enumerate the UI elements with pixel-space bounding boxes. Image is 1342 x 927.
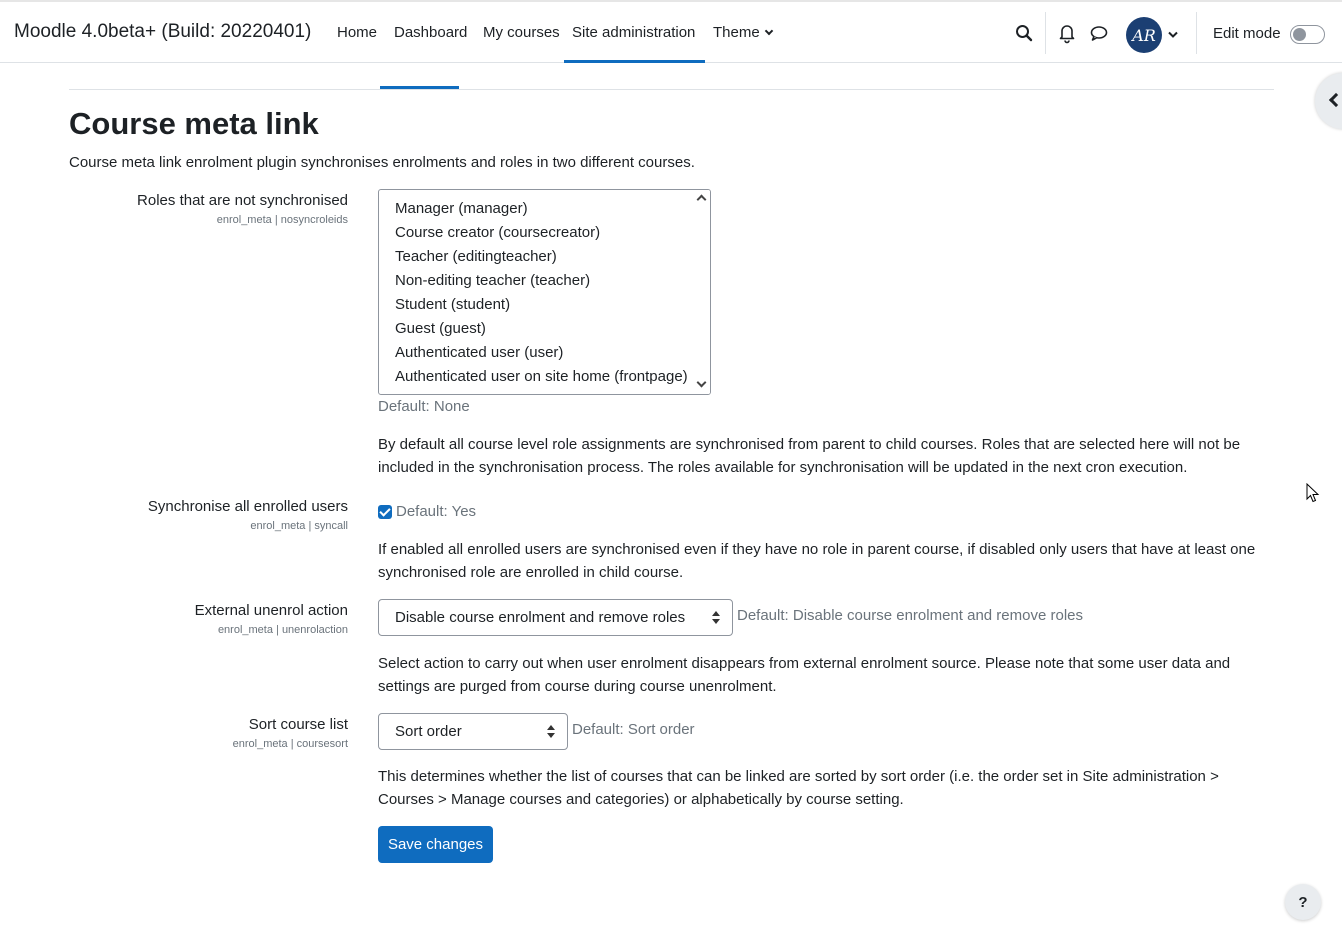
secondary-tab-active-indicator — [380, 86, 459, 89]
page-title: Course meta link — [69, 106, 319, 141]
role-option[interactable]: Authenticated user (user) — [395, 344, 564, 361]
unenrol-action-value: Disable course enrolment and remove roles — [395, 609, 686, 626]
nav-my-courses[interactable]: My courses — [483, 24, 560, 41]
nav-dashboard[interactable]: Dashboard — [394, 24, 468, 41]
toggle-knob — [1293, 28, 1306, 41]
role-option[interactable]: Course creator (coursecreator) — [395, 224, 601, 241]
nav-site-administration[interactable]: Site administration — [572, 24, 696, 41]
navbar-divider — [1045, 12, 1046, 54]
roles-setting-key: enrol_meta | nosyncroleids — [216, 214, 348, 226]
nav-active-indicator — [564, 60, 705, 63]
select-arrows-icon — [712, 611, 720, 625]
scroll-down-icon[interactable] — [697, 378, 707, 388]
site-brand[interactable]: Moodle 4.0beta+ (Build: 20220401) — [14, 21, 312, 42]
unenrol-action-select[interactable] — [378, 599, 733, 636]
edit-mode-label: Edit mode — [1213, 25, 1281, 42]
role-option[interactable]: Non-editing teacher (teacher) — [395, 272, 591, 289]
search-icon[interactable] — [1013, 22, 1035, 44]
unenrol-setting-key: enrol_meta | unenrolaction — [217, 624, 348, 636]
scroll-up-icon[interactable] — [697, 195, 707, 205]
top-navbar — [0, 0, 1342, 63]
secondary-tabs-border — [69, 89, 1274, 90]
drawer-toggle[interactable] — [1315, 73, 1342, 129]
nav-home[interactable]: Home — [337, 24, 378, 41]
roles-setting-label: Roles that are not synchronised — [137, 192, 348, 209]
unenrol-default: Default: Disable course enrolment and remove roles — [737, 607, 1084, 624]
role-option[interactable]: Guest (guest) — [395, 320, 486, 337]
coursesort-setting-label: Sort course list — [248, 716, 348, 733]
syncall-default: Default: Yes — [396, 503, 477, 520]
syncall-description: If enabled all enrolled users are synchronised even if they have no role in parent course, if disabled only users that have at least one synchronised role are enrolled in child course. — [378, 541, 1256, 581]
help-button[interactable]: ? — [1285, 884, 1321, 920]
syncall-checkbox[interactable] — [378, 505, 392, 519]
edit-mode-toggle[interactable] — [1290, 25, 1325, 44]
role-option[interactable]: Student (student) — [395, 296, 511, 313]
coursesort-value: Sort order — [395, 723, 462, 740]
chevron-left-icon — [1329, 93, 1342, 107]
unenrol-description: Select action to carry out when user enrolment disappears from external enrolment source. Please note that some user data and settings are purged from course during course unenrolment. — [378, 655, 1231, 695]
bell-icon[interactable] — [1056, 22, 1078, 44]
avatar-initials: AR — [1132, 25, 1156, 45]
navbar-divider — [1196, 12, 1197, 54]
roles-default: Default: None — [378, 398, 470, 415]
syncall-setting-key: enrol_meta | syncall — [250, 520, 348, 532]
select-arrows-icon — [547, 725, 555, 739]
chevron-down-icon[interactable] — [1167, 28, 1179, 40]
roles-multiselect[interactable] — [378, 189, 711, 395]
nav-theme[interactable] — [713, 24, 772, 41]
unenrol-setting-label: External unenrol action — [194, 602, 348, 619]
syncall-setting-label: Synchronise all enrolled users — [147, 498, 348, 515]
roles-description: By default all course level role assignments are synchronised from parent to child courses. Roles that are selected here will not be included in the synchronisation process. The roles available for synchronisation will be updated in the next cron execution. — [378, 436, 1241, 476]
role-option[interactable]: Manager (manager) — [395, 200, 528, 217]
chat-icon[interactable] — [1088, 22, 1110, 44]
coursesort-setting-key: enrol_meta | coursesort — [232, 738, 348, 750]
nav-theme-label: Theme — [713, 24, 760, 41]
page-intro: Course meta link enrolment plugin synchronises enrolments and roles in two different courses. — [69, 154, 695, 171]
chevron-down-icon — [764, 27, 772, 35]
save-changes-button[interactable]: Save changes — [378, 826, 493, 863]
multiselect-scrollbar[interactable] — [693, 190, 710, 394]
coursesort-default: Default: Sort order — [572, 721, 695, 738]
coursesort-select[interactable] — [378, 713, 568, 750]
role-option[interactable]: Teacher (editingteacher) — [395, 248, 557, 265]
coursesort-description: This determines whether the list of courses that can be linked are sorted by sort order (i.e. the order set in Site administration > Courses > Manage courses and categories) or alphabetically by course setting. — [378, 768, 1219, 808]
role-option[interactable]: Authenticated user on site home (frontpage) — [395, 368, 688, 385]
user-avatar[interactable] — [1126, 17, 1162, 53]
mouse-cursor-icon — [1306, 483, 1320, 503]
